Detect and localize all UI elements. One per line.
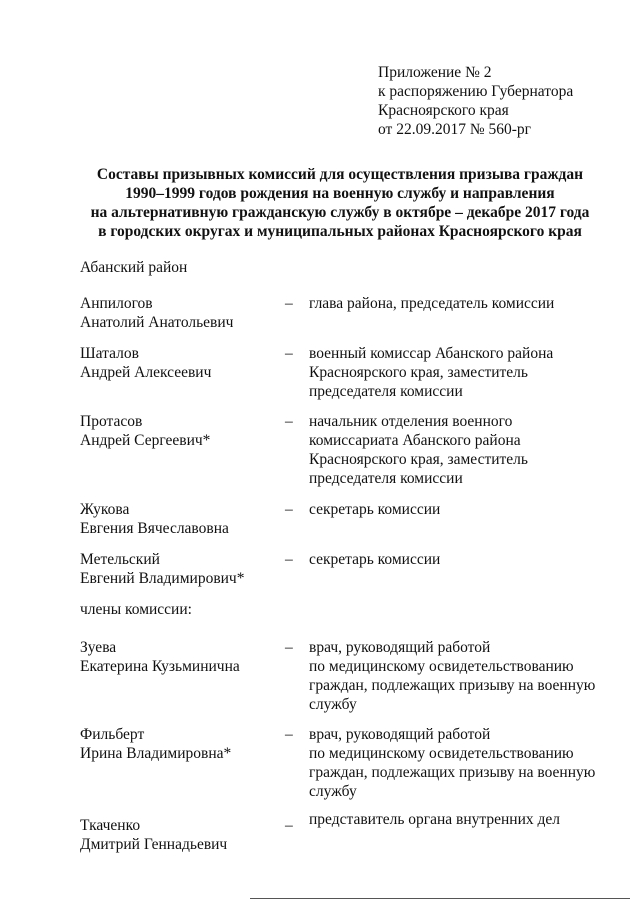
role-line: представитель органа внутренних дел	[309, 811, 561, 828]
member-role	[309, 500, 609, 519]
member-name	[80, 816, 280, 854]
separator-dash: –	[285, 501, 293, 518]
role-line: начальник отделения военного	[309, 413, 513, 430]
member-role	[309, 550, 609, 569]
appendix-line: Красноярского края	[378, 102, 509, 119]
role-line: Красноярского края, заместитель	[309, 364, 528, 381]
role-line: Красноярского края, заместитель	[309, 451, 528, 468]
separator-dash: –	[285, 413, 293, 430]
member-given-name: Екатерина Кузьминична	[80, 658, 240, 675]
appendix-line: от 22.09.2017 № 560-рг	[378, 121, 532, 138]
member-surname: Зуева	[80, 639, 117, 656]
appendix-line: Приложение № 2	[378, 64, 492, 81]
role-line: председателя комиссии	[309, 470, 463, 487]
member-name	[80, 725, 280, 763]
member-surname: Фильберт	[80, 726, 145, 743]
role-line: комиссариата Абанского района	[309, 432, 521, 449]
member-name	[80, 638, 280, 676]
member-role	[309, 725, 609, 801]
member-surname: Метельский	[80, 551, 160, 568]
member-role	[309, 810, 609, 829]
member-given-name: Дмитрий Геннадьевич	[80, 836, 228, 853]
role-line: врач, руководящий работой	[309, 726, 491, 743]
member-given-name: Андрей Алексеевич	[80, 364, 212, 381]
member-role	[309, 638, 609, 714]
appendix-line: к распоряжению Губернатора	[378, 83, 574, 100]
member-role	[309, 344, 609, 401]
member-surname: Протасов	[80, 413, 143, 430]
member-given-name: Евгения Вячеславовна	[80, 520, 229, 537]
member-name	[80, 550, 280, 588]
member-surname: Анпилогов	[80, 295, 153, 312]
member-name	[80, 500, 280, 538]
member-role	[309, 294, 609, 313]
member-given-name: Евгений Владимирович*	[80, 570, 245, 587]
member-surname: Ткаченко	[80, 817, 141, 834]
title-line: в городских округах и муниципальных районах Красноярского края	[98, 223, 582, 240]
role-line: военный комиссар Абанского района	[309, 345, 554, 362]
role-line: по медицинскому освидетельствованию	[309, 745, 574, 762]
page-bottom-rule	[250, 898, 630, 899]
title-line: на альтернативную гражданскую службу в октябре – декабре 2017 года	[90, 204, 590, 221]
role-line: председателя комиссии	[309, 383, 463, 400]
role-line: врач, руководящий работой	[309, 639, 491, 656]
member-name	[80, 344, 280, 382]
separator-dash: –	[285, 639, 293, 656]
member-given-name: Анатолий Анатольевич	[80, 314, 234, 331]
role-line: секретарь комиссии	[309, 551, 441, 568]
member-surname: Шаталов	[80, 345, 139, 362]
separator-dash: –	[285, 726, 293, 743]
document-title	[60, 165, 620, 241]
role-line: граждан, подлежащих призыву на военную	[309, 677, 596, 694]
role-line: глава района, председатель комиссии	[309, 295, 555, 312]
separator-dash: –	[285, 551, 293, 568]
separator-dash: –	[285, 295, 293, 312]
role-line: секретарь комиссии	[309, 501, 441, 518]
title-line: Составы призывных комиссий для осуществления призыва граждан	[96, 166, 584, 183]
role-line: службу	[309, 783, 357, 800]
title-line: 1990–1999 годов рождения на военную службу и направления	[125, 185, 555, 202]
member-role	[309, 412, 609, 488]
member-surname: Жукова	[80, 501, 130, 518]
role-line: по медицинскому освидетельствованию	[309, 658, 574, 675]
separator-dash: –	[285, 817, 293, 834]
member-name	[80, 294, 280, 332]
role-line: службу	[309, 696, 357, 713]
role-line: граждан, подлежащих призыву на военную	[309, 764, 596, 781]
district-name: Абанский район	[80, 259, 188, 276]
member-given-name: Андрей Сергеевич*	[80, 432, 211, 449]
separator-dash: –	[285, 345, 293, 362]
appendix-header	[378, 63, 628, 139]
member-given-name: Ирина Владимировна*	[80, 745, 232, 762]
member-name	[80, 412, 280, 450]
members-section-label: члены комиссии:	[80, 601, 192, 618]
